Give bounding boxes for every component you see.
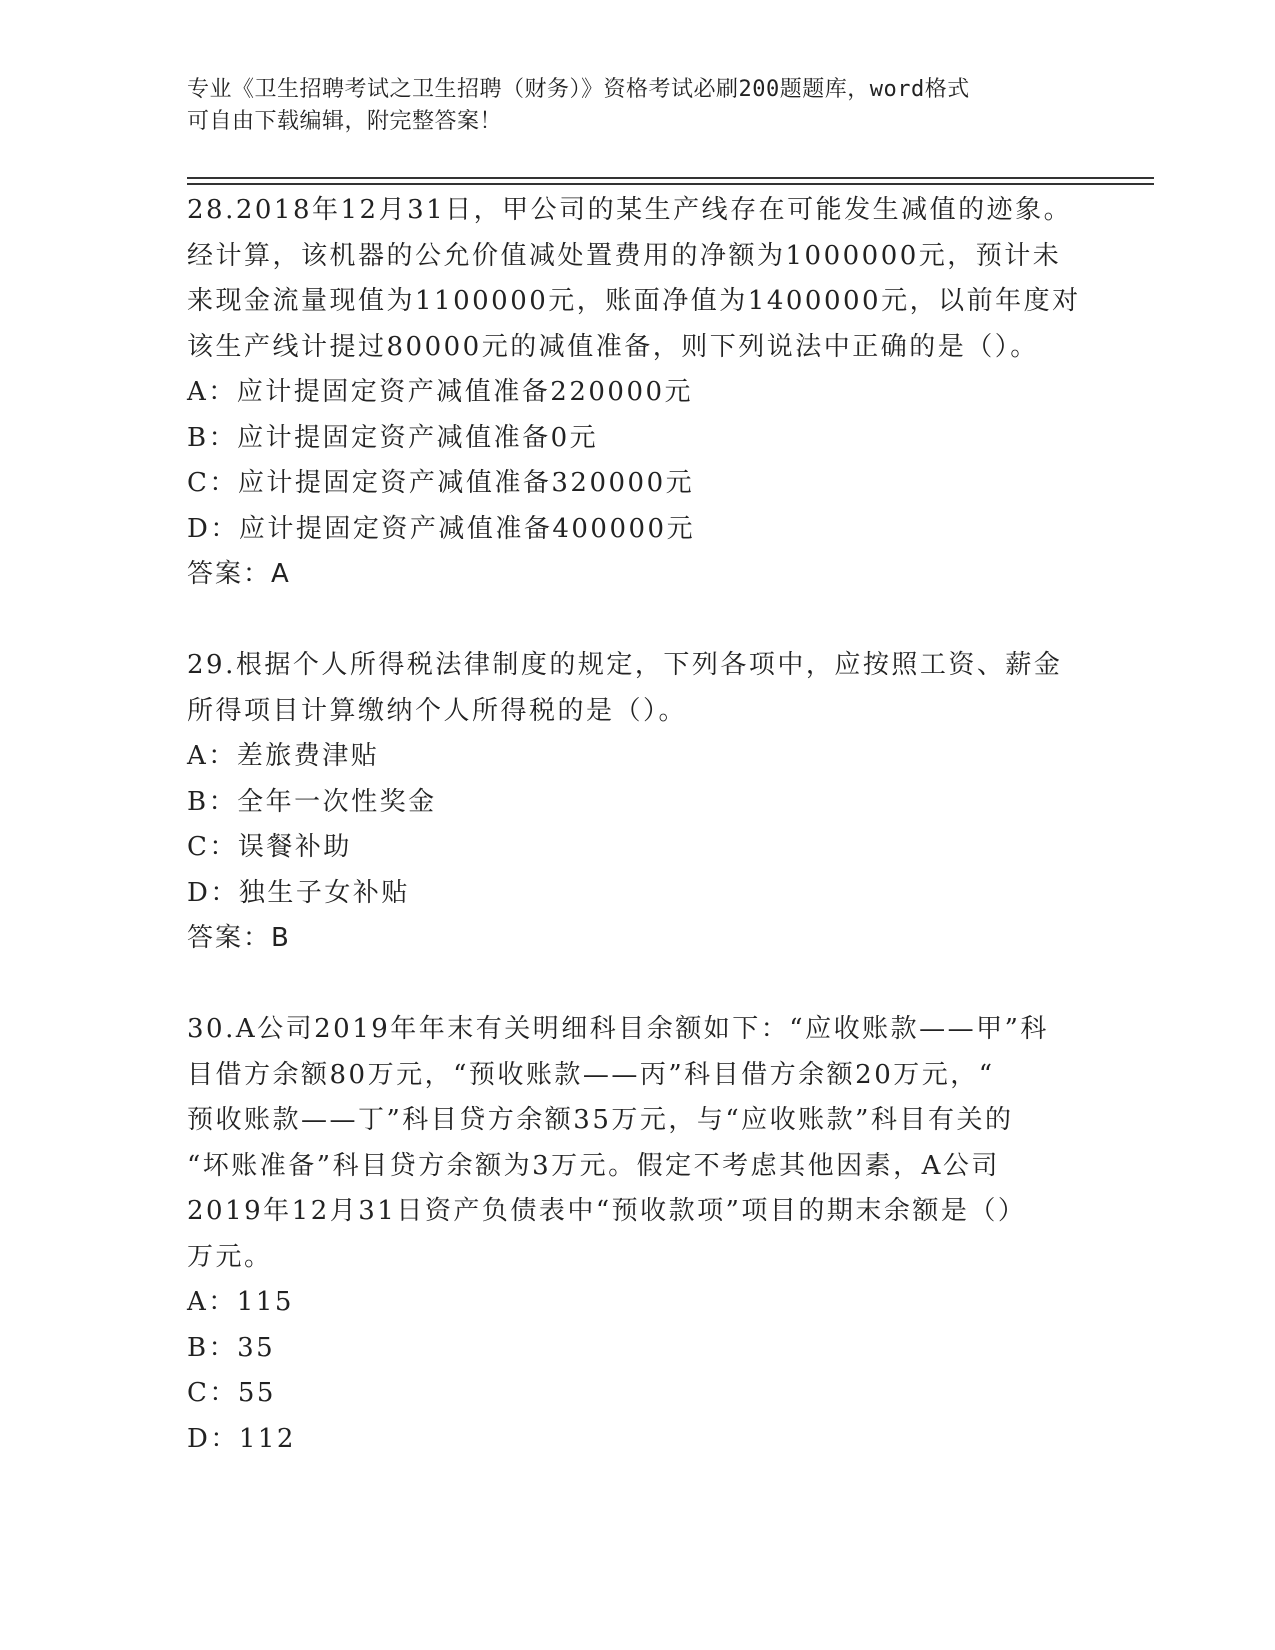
- question-30: [187, 1007, 1087, 1462]
- question-28: [187, 188, 1087, 598]
- option-a: A：115: [187, 1287, 294, 1317]
- option-a: A：差旅费津贴: [187, 741, 380, 771]
- question-stem-line: 预收账款——丁”科目贷方余额35万元，与“应收账款”科目有关的: [187, 1105, 1014, 1135]
- document-header: [187, 74, 1067, 138]
- option-a: A：应计提固定资产减值准备220000元: [187, 377, 694, 407]
- header-divider-bottom: [187, 183, 1154, 185]
- question-stem-line: “坏账准备”科目贷方余额为3万元。假定不考虑其他因素，A公司: [187, 1150, 1000, 1181]
- spacer: [187, 962, 1087, 1008]
- question-stem-line: 经计算，该机器的公允价值减处置费用的净额为1000000元，预计未: [187, 240, 1062, 271]
- question-stem-line: 来现金流量现值为1100000元，账面净值为1400000元，以前年度对: [187, 286, 1081, 316]
- question-stem-line: 目借方余额80万元，“预收账款——丙”科目借方余额20万元，“: [187, 1059, 995, 1090]
- question-stem-line: 该生产线计提过80000元的减值准备，则下列说法中正确的是（）。: [187, 331, 1039, 362]
- answer-label: 答案：A: [187, 559, 291, 589]
- question-stem-line: 2019年12月31日资产负债表中“预收款项”项目的期末余额是（）: [187, 1196, 1027, 1226]
- option-b: B：应计提固定资产减值准备0元: [187, 422, 599, 453]
- option-d: D：112: [187, 1423, 296, 1454]
- header-divider-top: [187, 177, 1154, 179]
- question-29: [187, 643, 1087, 962]
- header-line-2: 可自由下载编辑，附完整答案！: [187, 109, 503, 134]
- option-b: B：35: [187, 1332, 276, 1363]
- option-c: C：应计提固定资产减值准备320000元: [187, 468, 695, 498]
- question-stem-line: 30.A公司2019年年末有关明细科目余额如下：“应收账款——甲”科: [187, 1014, 1049, 1044]
- answer-label: 答案：B: [187, 923, 291, 953]
- option-c: C：误餐补助: [187, 832, 352, 862]
- question-stem-line: 所得项目计算缴纳个人所得税的是（）。: [187, 695, 688, 726]
- question-stem-line: 万元。: [187, 1241, 273, 1272]
- option-d: D：独生子女补贴: [187, 877, 410, 908]
- question-list: [187, 188, 1087, 1462]
- option-c: C：55: [187, 1378, 276, 1408]
- question-stem-line: 29.根据个人所得税法律制度的规定，下列各项中，应按照工资、薪金: [187, 650, 1063, 680]
- question-stem-line: 28.2018年12月31日，甲公司的某生产线存在可能发生减值的迹象。: [187, 195, 1073, 225]
- option-d: D：应计提固定资产减值准备400000元: [187, 513, 696, 544]
- option-b: B：全年一次性奖金: [187, 786, 437, 817]
- header-line-1: 专业《卫生招聘考试之卫生招聘（财务）》资格考试必刷200题题库，word格式: [187, 77, 970, 102]
- spacer: [187, 598, 1087, 644]
